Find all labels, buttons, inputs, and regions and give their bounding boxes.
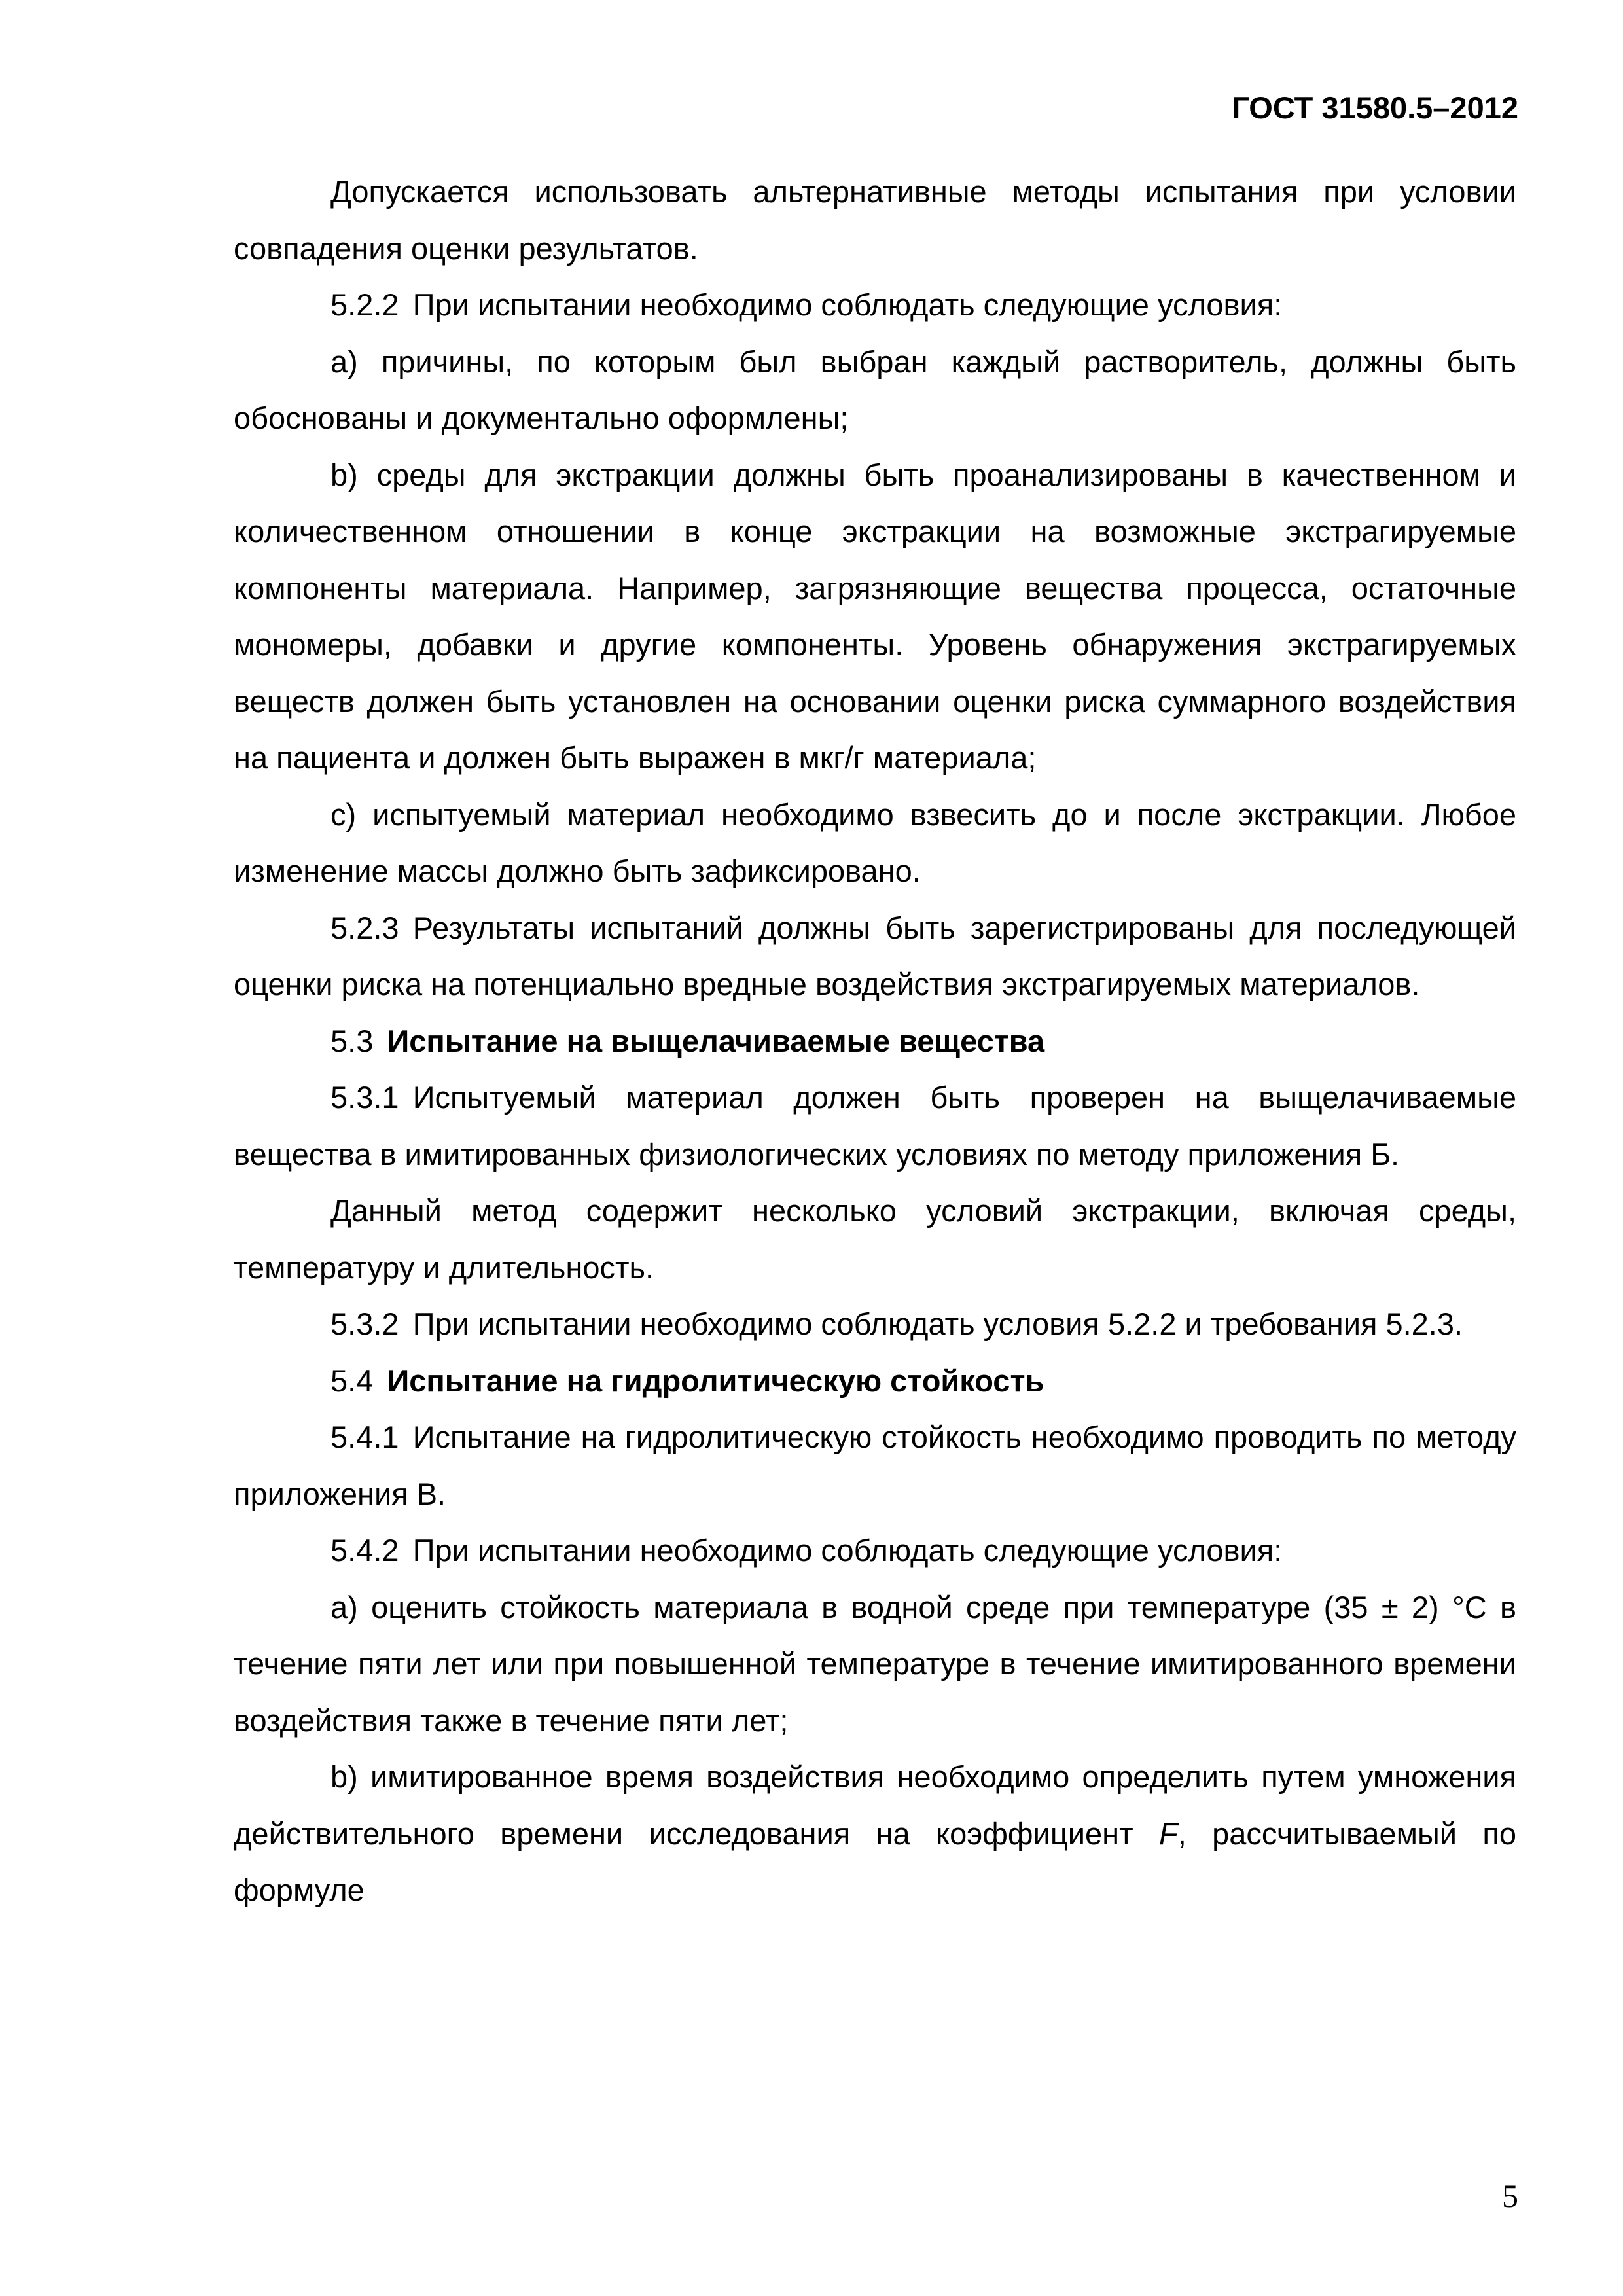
list-item-a-hydrolytic: а) оценить стойкость материала в водной среде при температуре (35 ± 2) °С в течение пяти лет или при повышенной температуре в течение имитированного времени воздействия также в течение пяти лет;	[234, 1589, 1516, 1738]
section-number: 5.3	[330, 1023, 374, 1058]
coefficient-symbol: F	[1159, 1816, 1178, 1851]
document-body	[234, 164, 1516, 1919]
section-number: 5.4	[330, 1363, 374, 1398]
clause-number: 5.3.1	[330, 1080, 399, 1115]
clause-number: 5.4.2	[330, 1533, 399, 1568]
section-title: Испытание на выщелачиваемые вещества	[387, 1023, 1045, 1058]
clause-5-2-2: 5.2.2 При испытании необходимо соблюдать следующие условия:	[330, 287, 1283, 322]
section-heading-5-4	[234, 1353, 1516, 1410]
clause-number: 5.2.2	[330, 287, 399, 322]
document-header	[1232, 88, 1518, 128]
standard-code: ГОСТ 31580.5–2012	[1232, 90, 1518, 125]
page-number: 5	[1502, 2178, 1518, 2214]
clause-5-4-2: 5.4.2 При испытании необходимо соблюдать следующие условия:	[330, 1533, 1283, 1568]
clause-5-2-3: 5.2.3 Результаты испытаний должны быть зарегистрированы для последующей оценки риска на потенциально вредные воздействия экстрагируемых материалов.	[234, 910, 1516, 1001]
list-item-b: b) среды для экстракции должны быть проанализированы в качественном и количественном отношении в конце экстракции на возможные экстрагируемые компоненты материала. Например, загрязняющие вещества процесса, остаточные мономеры, добавки и другие компоненты. Уровень обнаружения экстрагируемых веществ должен быть установлен на основании оценки риска суммарного воздействия на пациента и должен быть выражен в мкг/г материала;	[234, 457, 1516, 775]
list-item-a: а) причины, по которым был выбран каждый растворитель, должны быть обоснованы и документально оформлены;	[234, 344, 1516, 435]
clause-5-4-1: 5.4.1 Испытание на гидролитическую стойкость необходимо проводить по методу приложения В.	[234, 1420, 1516, 1511]
clause-number: 5.3.2	[330, 1306, 399, 1341]
section-title: Испытание на гидролитическую стойкость	[387, 1363, 1044, 1398]
list-item-b-hydrolytic: b) имитированное время воздействия необходимо определить путем умножения действительного времени исследования на коэффициент F, рассчитываемый по формуле	[234, 1759, 1516, 1907]
list-item-c: с) испытуемый материал необходимо взвесить до и после экстракции. Любое изменение массы должно быть зафиксировано.	[234, 797, 1516, 888]
paragraph-alt-methods: Допускается использовать альтернативные методы испытания при условии совпадения оценки результатов.	[234, 174, 1516, 266]
section-heading-5-3	[234, 1013, 1516, 1070]
clause-5-3-1: 5.3.1 Испытуемый материал должен быть проверен на выщелачиваемые вещества в имитированных физиологических условиях по методу приложения Б.	[234, 1080, 1516, 1172]
clause-5-3-2: 5.3.2 При испытании необходимо соблюдать условия 5.2.2 и требования 5.2.3.	[330, 1306, 1463, 1341]
clause-number: 5.4.1	[330, 1420, 399, 1454]
clause-number: 5.2.3	[330, 910, 399, 945]
paragraph-method-conditions: Данный метод содержит несколько условий экстракции, включая среды, температуру и длительность.	[234, 1193, 1516, 1285]
